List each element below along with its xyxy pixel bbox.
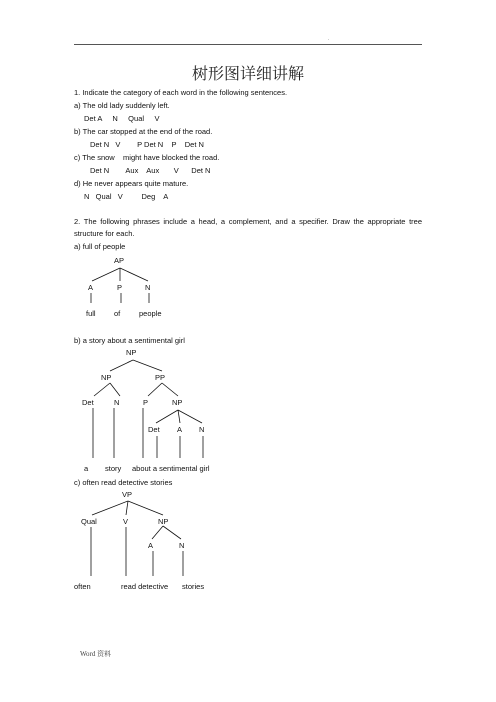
tree-a-word-full: full (86, 309, 96, 318)
tree-a-label: a) full of people (74, 242, 126, 251)
tree-a-node-ap: AP (114, 256, 125, 265)
ex1-categories-a: Det A N Qual V (84, 114, 160, 123)
tree-b-node-p: P (143, 398, 149, 407)
tree-a-node-n: N (145, 283, 151, 292)
exercise1-heading: 1. Indicate the category of each word in the following sentences. (74, 88, 288, 97)
tree-b-node-np-root: NP (126, 348, 137, 357)
ex1-categories-c: Det N Aux Aux V Det N (90, 166, 211, 175)
tree-b-node-n: N (114, 398, 120, 407)
tree-c-node-np: NP (158, 517, 169, 526)
tree-b-node-np: NP (101, 373, 112, 382)
ex1-sentence-a: a) The old lady suddenly left. (74, 101, 170, 110)
tree-b-word-story: story (105, 464, 122, 473)
tree-c-label: c) often read detective stories (74, 478, 173, 487)
ex1-categories-b: Det N V P Det N P Det N (90, 140, 204, 149)
tree-a-word-people: people (139, 309, 162, 318)
tree-c-node-vp: VP (122, 490, 133, 499)
tree-c-node-qual: Qual (81, 517, 97, 526)
tree-b-word-a: a (84, 464, 89, 473)
ex1-sentence-b: b) The car stopped at the end of the road. (74, 127, 213, 136)
tree-c-node-n: N (179, 541, 185, 550)
tree-a-node-p: P (117, 283, 123, 292)
page-title: 树形图详细讲解 (191, 64, 304, 83)
tree-b-node-pp: PP (155, 373, 166, 382)
tree-b-label: b) a story about a sentimental girl (74, 336, 185, 345)
header-mark: . (328, 36, 330, 42)
ex1-sentence-c: c) The snow might have blocked the road. (74, 153, 220, 162)
tree-b-node-det: Det (82, 398, 94, 407)
ex1-sentence-d: d) He never appears quite mature. (74, 179, 189, 188)
tree-b-word-phrase: about a sentimental girl (132, 464, 210, 473)
tree-b-node-a: A (177, 425, 183, 434)
tree-b-node-det-inner: Det (148, 425, 160, 434)
tree-c-node-v: V (123, 517, 129, 526)
tree-a-word-of: of (114, 309, 121, 318)
footer-label: Word 资料 (80, 650, 112, 658)
exercise2-heading: 2. The following phrases include a head, a complement, and a specifier. Draw the appropriate tree structure for each. (74, 217, 422, 238)
tree-c-node-a: A (148, 541, 154, 550)
ex1-categories-d: N Qual V Deg A (84, 192, 169, 201)
tree-c-word-read-detective: read detective (121, 582, 169, 591)
tree-b-node-np-inner: NP (172, 398, 183, 407)
tree-a-node-a: A (88, 283, 94, 292)
tree-c-word-stories: stories (182, 582, 205, 591)
tree-b-node-n-inner: N (199, 425, 205, 434)
tree-c-word-often: often (74, 582, 91, 591)
